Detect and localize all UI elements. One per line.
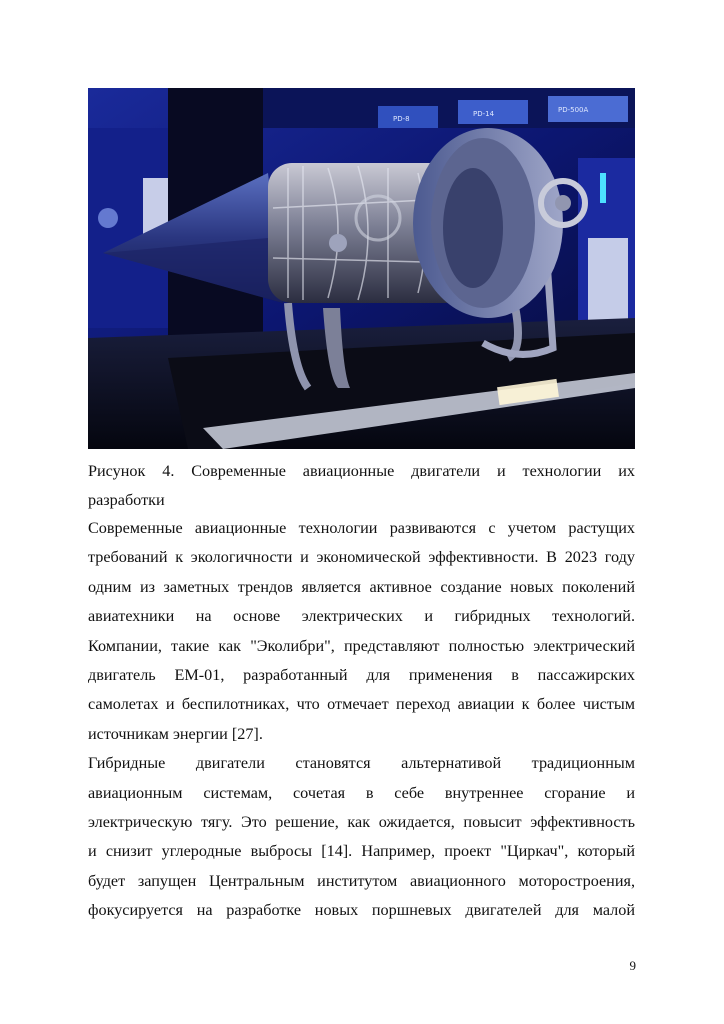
- text-line: источникам энергии [27].: [88, 724, 263, 743]
- text-line: фокусируется на разработке новых поршневых двигателей для малой: [88, 901, 635, 920]
- text-line: самолетах и беспилотниках, что отмечает переход авиации к более чистым: [88, 695, 635, 714]
- caption-line: разработки: [88, 491, 165, 510]
- text-line: Современные авиационные технологии развиваются с учетом растущих: [88, 519, 635, 537]
- caption-line: Рисунок 4. Современные авиационные двигатели и технологии их: [88, 462, 635, 480]
- text-line: Компании, такие как "Эколибри", представляют полностью электрический: [88, 636, 635, 655]
- text-line: будет запущен Центральным институтом авиационного моторостроения,: [88, 871, 635, 890]
- text-line: одним из заметных трендов является активное создание новых поколений: [88, 577, 635, 596]
- text-line: требований к экологичности и экономической эффективности. В 2023 году: [88, 548, 635, 567]
- body-text: [88, 514, 635, 926]
- text-line: электрическую тягу. Это решение, как ожидается, повысит эффективность: [88, 813, 635, 832]
- page-number: 9: [629, 958, 636, 973]
- paragraph: [88, 749, 635, 925]
- text-line: двигатель ЕМ-01, разработанный для применения в пассажирских: [88, 666, 635, 685]
- text-line: и снизит углеродные выбросы [14]. Например, проект "Циркач", который: [88, 842, 635, 861]
- text-line: Гибридные двигатели становятся альтернативой традиционным: [88, 754, 635, 773]
- engine-photo: [88, 88, 635, 449]
- screen-label: PD-500A: [558, 106, 589, 114]
- text-line: авиационным системам, сочетая в себе внутреннее сгорание и: [88, 783, 635, 802]
- text-line: авиатехники на основе электрических и гибридных технологий.: [88, 607, 635, 626]
- screen-label: PD-14: [473, 110, 495, 118]
- screen-label: PD-8: [393, 115, 410, 123]
- figure-caption: [88, 457, 635, 516]
- paragraph: [88, 514, 635, 749]
